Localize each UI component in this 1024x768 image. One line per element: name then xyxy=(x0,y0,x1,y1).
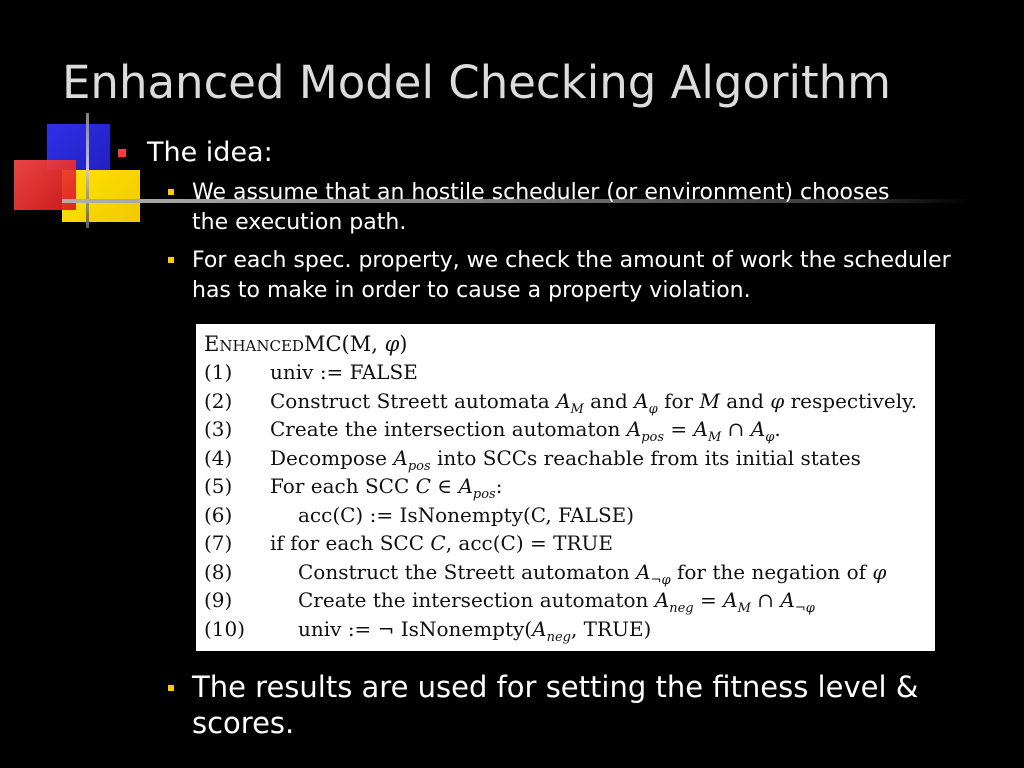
line-text: univ := ¬ $IsNonempty(A_{neg}$, TRUE) xyxy=(298,616,652,645)
line-text: if for each SCC C, acc(C) = TRUE xyxy=(270,531,613,555)
algorithm-box xyxy=(196,324,935,651)
line-number: (1) xyxy=(204,360,233,384)
algorithm-lines xyxy=(204,358,935,643)
algorithm-line xyxy=(204,444,935,473)
line-number: (3) xyxy=(204,417,233,441)
line-text: Decompose $A_{pos}$ into SCCs reachable from its initial states xyxy=(270,445,861,474)
vertical-rule xyxy=(86,113,89,228)
bullet-square-icon xyxy=(168,257,174,263)
line-text: For each SCC C ∈ $A_{pos}$: xyxy=(270,474,503,502)
line-number: (4) xyxy=(204,445,233,470)
algorithm-line xyxy=(204,501,935,530)
line-text: Construct Streett automata $A_M$ and $A_\varphi$ for M and φ respectively. xyxy=(270,388,918,417)
algorithm-line xyxy=(204,415,935,444)
algorithm-header: EnhancedMC(M, φ) xyxy=(204,332,408,356)
algorithm-line xyxy=(204,558,935,587)
line-text: acc(C) := IsNonempty(C, FALSE) xyxy=(298,502,635,527)
conclusion-bullet xyxy=(168,669,972,741)
sub-bullet-text: We assume that an hostile scheduler (or environment) chooses the execution path. xyxy=(192,180,890,235)
line-number: (2) xyxy=(204,388,233,413)
decorative-logo xyxy=(0,0,140,240)
line-number: (6) xyxy=(204,502,233,527)
algorithm-line xyxy=(204,615,935,644)
line-number: (7) xyxy=(204,531,233,555)
line-number: (8) xyxy=(204,559,233,584)
algorithm-line xyxy=(204,358,935,387)
line-number: (10) xyxy=(204,616,246,641)
main-bullet xyxy=(118,137,273,168)
line-number: (5) xyxy=(204,474,233,498)
sub-bullet-2 xyxy=(168,246,982,306)
line-number: (9) xyxy=(204,588,233,612)
algorithm-line xyxy=(204,586,935,615)
line-text: univ := FALSE xyxy=(270,360,418,384)
line-text: Construct the Streett automaton $A_{\neg\varphi}$ for the negation of φ xyxy=(298,559,887,588)
algorithm-line xyxy=(204,529,935,558)
algorithm-line xyxy=(204,387,935,416)
line-text: Create the intersection automaton $A_{neg} = A_M$ ∩ $A_{\neg\varphi}$ xyxy=(298,588,815,616)
algorithm-line xyxy=(204,472,935,501)
bullet-square-icon xyxy=(168,685,174,691)
line-text: Create the intersection automaton $A_{pos} = A_M$ ∩ $A_\varphi$. xyxy=(270,417,781,445)
main-bullet-text: The idea: xyxy=(147,137,273,168)
slide-title: Enhanced Model Checking Algorithm xyxy=(62,56,891,109)
bullet-square-icon xyxy=(168,189,174,195)
bullet-square-icon xyxy=(118,149,126,157)
sub-bullet-1 xyxy=(168,178,912,238)
conclusion-text: The results are used for setting the fitness level & scores. xyxy=(192,670,919,740)
sub-bullet-text: For each spec. property, we check the amount of work the scheduler has to make in order to cause a property violation. xyxy=(192,248,951,303)
